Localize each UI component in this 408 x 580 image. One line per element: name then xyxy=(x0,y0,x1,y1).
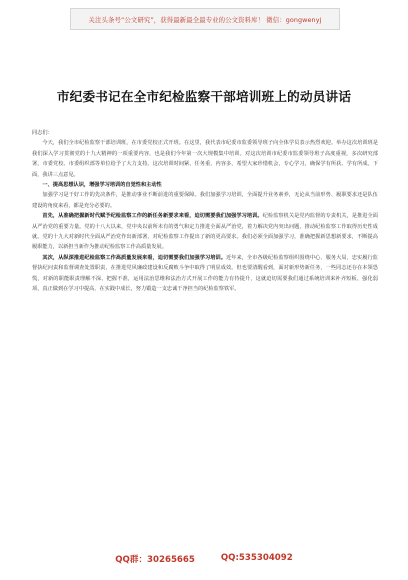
document-title: 市纪委书记在全市纪检监察干部培训班上的动员讲话 xyxy=(56,89,352,104)
qq-group: QQ群：30265665 xyxy=(115,555,195,565)
paragraph-3-lead: 其次，从纵深推进纪检监察工作高质量发展来看，迫切需要我们加强学习培训。 xyxy=(42,254,226,261)
paragraph-2 xyxy=(32,211,378,253)
document-body xyxy=(32,128,378,543)
paragraph-3 xyxy=(32,253,378,295)
promo-banner-text: 关注头条号“公文研究”，获得最新最全最专业的公文资料库！ 微信：gongwenyj xyxy=(88,15,322,24)
paragraph-3-text: 近年来，全市各级纪检监察组织围绕中心、服务大局，忠实履行监督执纪问责和监督调查处置职责，在推进党风廉政建设和反腐败斗争中取得了明显成效。但也要清醒看到，面对新形势新任务，一些同志还存在本领恐慌，对新的职能职责理解不深、把握不准，运用法治思维和法治方式开展工作的能力有待提升，这就迫切需要我们通过系统培训来补齐短板、强化弱项，真正做到在学习中提高、在实践中成长，努力锻造一支忠诚干净担当的纪检监察铁军。 xyxy=(32,254,378,293)
qq-number: QQ:535304092 xyxy=(220,553,293,563)
paragraph-2-text: 纪检监察机关是党内监督的专责机关，是推进全面从严治党的重要力量。党的十八大以来，党中央以前所未有的勇气和定力推进全面从严治党，着力解决党内突出问题，推动纪检监察工作取得历史性成就。党的十九大对新时代全面从严治党作出新部署，对纪检监察工作提出了新的更高要求。我们必须全面加强学习，准确把握新思想新要求，不断提高履职能力，以新担当新作为推动纪检监察工作高质量发展。 xyxy=(32,213,378,251)
paragraph-1: 加强学习是干好工作的先决条件，是推动事业不断前进的重要保障。我们加强学习培训，全面提升业务素养，无论从当前形势、履职要求还是队伍建设的角度来看，都是充分必要的。 xyxy=(32,192,378,209)
intro-paragraph: 今天，我们全市纪检监察干部培训班，在市委党校正式开班。在这里，我代表市纪委市监委领导班子向全体学员表示热烈欢迎。举办这次培训班是我们深入学习贯彻党的十九大精神的一项重要内容，也是我们今年第一次大规模集中培训。对这次培训市纪委市监委领导班子高度重视，多次研究部署，市委党校、市委组织部等单位给予了大力支持。这次培训时间紧、任务重、内容多，希望大家珍惜机会，专心学习，确保学有所获、学有所成。下面，我讲三点意见。 xyxy=(32,140,378,178)
greeting: 同志们： xyxy=(32,130,53,136)
paragraph-2-lead: 首先，从准确把握新时代赋予纪检监察工作的新任务新要求来看，迫切需要我们加强学习培训。 xyxy=(42,213,263,220)
contact-footer xyxy=(0,553,408,565)
promo-banner xyxy=(70,8,340,30)
section-heading-1: 一、提高思想认识，增强学习培训的自觉性和主动性 xyxy=(42,182,162,189)
